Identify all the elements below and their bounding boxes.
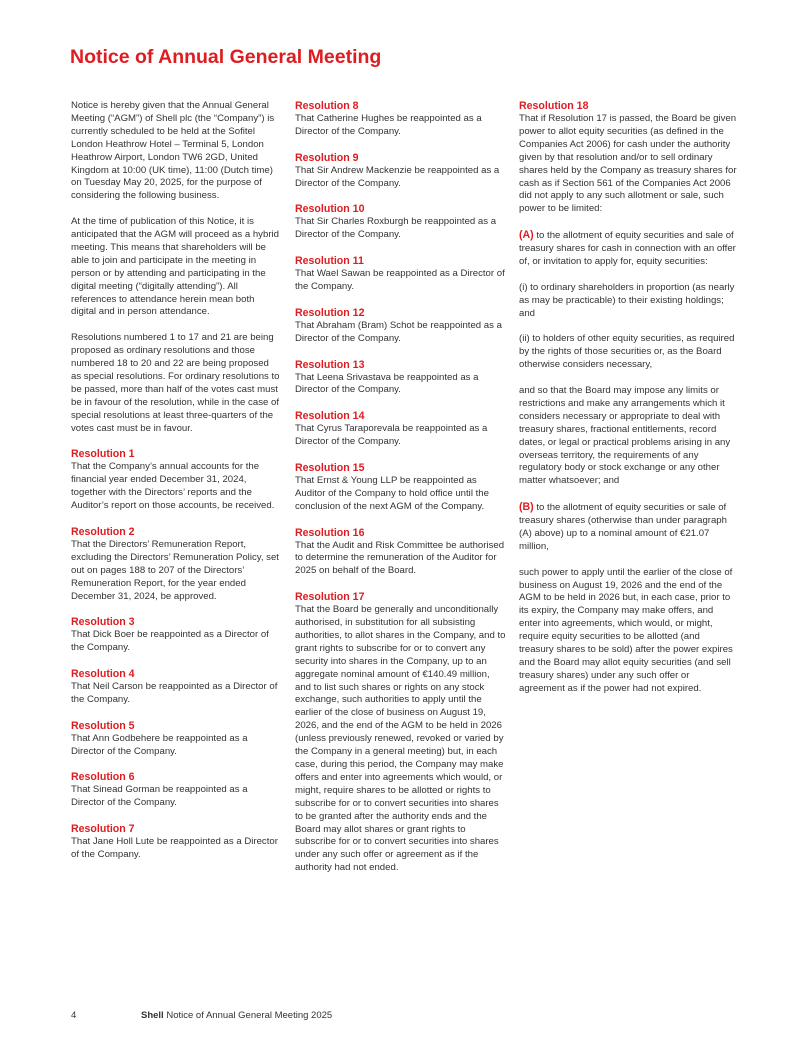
resolution-11 <box>295 255 507 294</box>
resolution-heading: Resolution 9 <box>295 151 359 164</box>
resolution-text: That the Directors’ Remuneration Report, excluding the Directors’ Remuneration Policy, set out on pages 188 to 207 of the Directors’ Remuneration Report, for the year ended December 31, 2024, be approved. <box>71 538 279 602</box>
resolution-2 <box>71 526 281 604</box>
resolution-heading: Resolution 6 <box>71 771 135 784</box>
resolution-heading: Resolution 11 <box>295 255 364 268</box>
resolution-text: That Sir Andrew Mackenzie be reappointed as a Director of the Company. <box>295 164 500 189</box>
resolution-heading: Resolution 4 <box>71 668 135 681</box>
resolution-text: That if Resolution 17 is passed, the Board be given power to allot equity securities (as defined in the Companies Act 2006) for cash under the authority given by that resolution and/or to sell ordinary shares held by the Company as treasury shares for cash as if Section 561 of the Companies Act 2006 did not apply to any such allotment or sale, such power to be limited: <box>519 113 737 215</box>
resolution-text: That Sinead Gorman be reappointed as a Director of the Company. <box>71 784 248 809</box>
resolution-3 <box>71 616 281 655</box>
resolution-heading: Resolution 3 <box>71 616 135 629</box>
resolution-18 <box>519 100 737 216</box>
resolution-6 <box>71 771 281 810</box>
resolution-16 <box>295 527 507 579</box>
resolution-heading: Resolution 18 <box>519 100 589 112</box>
paragraph-b-text: to the allotment of equity securities or sale of treasury shares (otherwise than under paragraph (A) above) up to a nominal amount of €21.07 million, <box>519 502 727 552</box>
resolution-text: That the Audit and Risk Committee be authorised to determine the remuneration of the Auditor for 2025 on behalf of the Board. <box>295 539 505 577</box>
column-right <box>519 100 737 709</box>
resolution-text: That Dick Boer be reappointed as a Director of the Company. <box>71 629 269 654</box>
resolution-text: That Sir Charles Roxburgh be reappointed as a Director of the Company. <box>295 216 497 241</box>
resolution-17 <box>295 591 507 875</box>
intro-paragraph: Resolutions numbered 1 to 17 and 21 are being proposed as ordinary resolutions and those numbered 18 to 20 and 22 are being proposed as special resolutions. For ordinary resolutions to be passed, more than half of the votes cast must be in favour of the resolution, while in the case of special resolutions at least three-quarters of the votes cast must be in favour. <box>71 332 280 434</box>
resolution-13 <box>295 359 507 398</box>
resolution-heading: Resolution 8 <box>295 100 359 112</box>
resolution-text: That Neil Carson be reappointed as a Director of the Company. <box>71 681 278 705</box>
footer-brand: Shell <box>141 1010 164 1021</box>
resolution-5 <box>71 720 281 759</box>
resolution-heading: Resolution 2 <box>71 525 135 538</box>
intro-paragraph: Notice is hereby given that the Annual General Meeting (“AGM”) of Shell plc (the “Company”) is currently scheduled to be held at the Sofitel London Heathrow Hotel – Terminal 5, London Heathrow Airport, London TW6 2GD, United Kingdom at 10:00 (UK time), 11:00 (Dutch time) on Tuesday May 20, 2025, for the purpose of considering the following business. <box>71 100 275 202</box>
resolution-14 <box>295 410 507 449</box>
resolution-4 <box>71 668 281 707</box>
page-footer <box>71 1010 332 1021</box>
resolution-heading: Resolution 12 <box>295 306 365 319</box>
paragraph-a-text: to the allotment of equity securities and sale of treasury shares for cash in connection with an offer of, or invitation to apply for, equity securities: <box>519 230 736 267</box>
resolution-12 <box>295 307 507 346</box>
resolution-text: That Leena Srivastava be reappointed as a Director of the Company. <box>295 371 479 396</box>
page-number: 4 <box>71 1010 77 1021</box>
resolution-text: That Jane Holl Lute be reappointed as a Director of the Company. <box>71 836 278 861</box>
resolution-1 <box>71 448 281 513</box>
paragraph-a-i: (i) to ordinary shareholders in proportion (as nearly as may be practicable) to their existing holdings; and <box>519 281 735 319</box>
resolution-heading: Resolution 17 <box>295 591 365 604</box>
column-middle <box>295 100 507 888</box>
resolution-9 <box>295 152 507 191</box>
resolution-heading: Resolution 15 <box>295 461 365 474</box>
resolution-heading: Resolution 16 <box>295 526 365 539</box>
paragraph-b <box>519 501 737 554</box>
paragraph-a <box>519 229 737 269</box>
closing-paragraph: such power to apply until the earlier of the close of business on August 19, 2026 and the end of the AGM to be held in 2026 but, in each case, prior to its expiry, the Company may make offers, and enter into agreements, which would, or might, require equity securities to be allotted (and treasury shares to be sold) after the power expires and the Board may allot equity securities (and sell treasury shares) under any such offer or agreement as if the power had not expired. <box>519 566 733 694</box>
resolution-text: That Ann Godbehere be reappointed as a Director of the Company. <box>71 732 248 757</box>
resolution-7 <box>71 823 281 862</box>
resolution-text: That Ernst & Young LLP be reappointed as Auditor of the Company to hold office until the conclusion of the next AGM of the Company. <box>295 474 489 512</box>
resolution-8 <box>295 100 507 139</box>
page-title: Notice of Annual General Meeting <box>70 46 382 68</box>
resolution-heading: Resolution 13 <box>295 358 365 371</box>
resolution-text: That Abraham (Bram) Schot be reappointed as a Director of the Company. <box>295 319 502 344</box>
resolution-10 <box>295 203 507 242</box>
resolution-text: That Wael Sawan be reappointed as a Director of the Company. <box>295 268 505 293</box>
resolution-text: That the Board be generally and unconditionally authorised, in substitution for all subsisting authorities, to allot shares in the Company, and to grant rights to subscribe for or to convert any security into shares in the Company, up to an aggregate nominal amount of €140.49 million, and to list such shares or rights on any stock exchange, such authorities to apply until the earlier of the close of business on August 19, 2026, and the end of the AGM to be held in 2026 (unless previously renewed, revoked or varied by the Company in a general meeting) but, in each case, during this period, the Company may make offers and enter into agreements which would, or might, require shares to be allotted or rights to subscribe for or to convert securities into shares to be granted after the authority ends and the Board may allot shares or grant rights to subscribe for or to convert securities into shares under any such offer or agreement as if the authority had not ended. <box>295 604 506 874</box>
resolution-text: That the Company’s annual accounts for the financial year ended December 31, 2024, together with the Directors’ reports and the Auditor’s report on those accounts, be received. <box>71 461 275 512</box>
paragraph-a-ii: (ii) to holders of other equity securities, as required by the rights of those securities or, as the Board otherwise considers necessary, <box>519 333 735 371</box>
column-left <box>71 100 281 875</box>
resolution-heading: Resolution 14 <box>295 410 365 423</box>
resolution-15 <box>295 462 507 514</box>
resolution-text: That Catherine Hughes be reappointed as a Director of the Company. <box>295 113 482 137</box>
paragraph-a-tail: and so that the Board may impose any limits or restrictions and make any arrangements which it considers necessary or appropriate to deal with treasury shares, fractional entitlements, record dates, or legal or practical problems arising in any overseas territory, the requirements of any regulatory body or stock exchange or any other matter whatsoever; and <box>519 384 731 487</box>
resolution-heading: Resolution 1 <box>71 448 135 461</box>
paragraph-b-label: (B) <box>519 501 534 514</box>
resolution-text: That Cyrus Taraporevala be reappointed as a Director of the Company. <box>295 423 488 448</box>
intro-paragraph: At the time of publication of this Notice, it is anticipated that the AGM will proceed as a hybrid meeting. This means that shareholders will be able to join and participate in the meeting in person or by attending and participating in the digital meeting (“digitally attending”). All references to attendance herein mean both digital and in person attendance. <box>71 216 279 318</box>
resolution-heading: Resolution 10 <box>295 203 365 216</box>
resolution-heading: Resolution 7 <box>71 823 135 836</box>
footer-doc-title: Notice of Annual General Meeting 2025 <box>166 1010 333 1021</box>
paragraph-a-label: (A) <box>519 229 534 242</box>
resolution-heading: Resolution 5 <box>71 719 135 732</box>
